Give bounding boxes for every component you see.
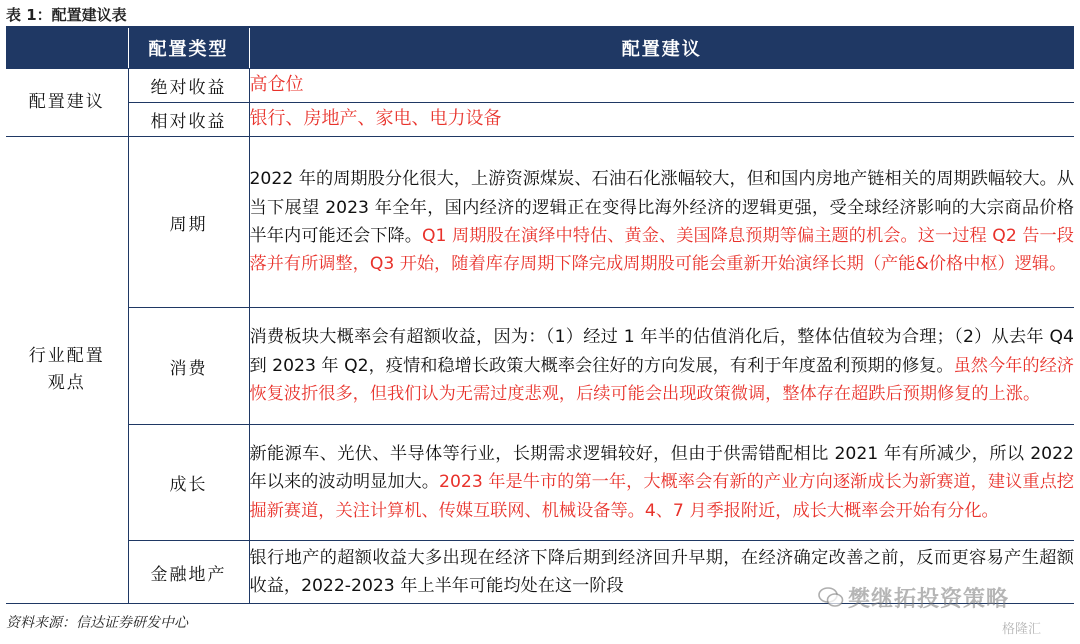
- advice-cell: [249, 137, 1074, 308]
- type-cell: 周期: [128, 137, 249, 308]
- watermark-site: 格隆汇: [1002, 622, 1042, 637]
- allocation-table: [6, 28, 1074, 604]
- advice-cell: [249, 425, 1074, 541]
- header-type: 配置类型: [128, 28, 249, 69]
- category-industry: [6, 137, 128, 604]
- category-industry-line1: 行业配置: [28, 346, 105, 366]
- advice-cell: 银行、房地产、家电、电力设备: [249, 103, 1074, 137]
- type-cell: 相对收益: [128, 103, 249, 137]
- advice-cell: 高仓位: [249, 69, 1074, 103]
- table-row: [6, 308, 1074, 425]
- header-advice: 配置建议: [249, 28, 1074, 69]
- watermark-text: 樊继拓投资策略: [848, 587, 1010, 612]
- advice-text: 新能源车、光伏、半导体等行业，长期需求逻辑较好，但由于供需错配相比 2021 年有所减少，所以 2022 年以来的波动明显加大。: [249, 443, 1074, 493]
- wechat-icon: [818, 586, 844, 608]
- source-note: 资料来源：信达证券研发中心: [6, 615, 188, 631]
- table-row: [6, 425, 1074, 541]
- table-row: [6, 137, 1074, 308]
- advice-text: 银行地产的超额收益大多出现在经济下降后期到经济回升早期，在经济确定改善之前，反而更容易产生超额收益，2022-2023 年上半年可能均处在这一阶段: [249, 547, 1074, 596]
- table-header-row: [6, 28, 1074, 69]
- type-cell: 绝对收益: [128, 69, 249, 103]
- advice-highlight: Q1 周期股在演绎中特估、黄金、美国降息预期等偏主题的机会。这一过程 Q2 告一段落并有所调整，Q3 开始，随着库存周期下降完成周期股可能会重新开始演绎长期（产能&价格中枢）逻辑。: [249, 226, 1074, 275]
- advice-highlight: 2023 年是牛市的第一年，大概率会有新的产业方向逐渐成长为新赛道，建议重点挖掘新赛道，关注计算机、传媒互联网、机械设备等。4、7 月季报附近，成长大概率会开始有分化。: [249, 472, 1074, 521]
- category-industry-line2: 观点: [47, 373, 86, 393]
- advice-cell: [249, 308, 1074, 425]
- header-blank-cell: [6, 28, 128, 69]
- table-row: [6, 69, 1074, 103]
- advice-highlight: 虽然今年的经济恢复波折很多，但我们认为无需过度悲观，后续可能会出现政策微调，整体存在超跌后预期修复的上涨。: [249, 355, 1074, 405]
- category-allocation: 配置建议: [6, 69, 128, 137]
- table-title: 表 1：配置建议表: [6, 6, 127, 24]
- advice-text: 消费板块大概率会有超额收益，因为：（1）经过 1 年半的估值消化后，整体估值较为合理；（2）从去年 Q4 到 2023 年 Q2，疫情和稳增长政策大概率会往好的方向发展，有利于年度盈利预期的修复。: [249, 327, 1074, 376]
- type-cell: 消费: [128, 308, 249, 425]
- type-cell: 成长: [128, 425, 249, 541]
- type-cell: 金融地产: [128, 541, 249, 604]
- advice-text: 2022 年的周期股分化很大，上游资源煤炭、石油石化涨幅较大，但和国内房地产链相关的周期跌幅较大。从当下展望 2023 年全年，国内经济的逻辑正在变得比海外经济的逻辑更强，受全球经济影响的大宗商品价格半年内可能还会下降。: [249, 169, 1074, 246]
- table-row: [6, 103, 1074, 137]
